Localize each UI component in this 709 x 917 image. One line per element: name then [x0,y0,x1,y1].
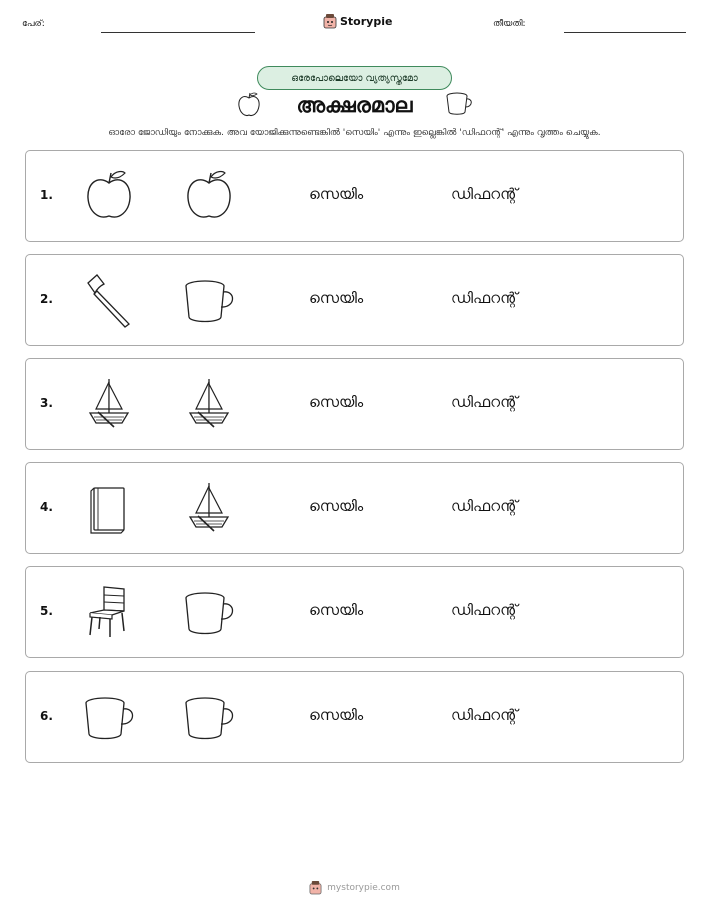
footer [0,880,709,895]
question-number: 5. [40,604,53,618]
name-label: പേര്: [22,19,45,29]
storypie-mascot-icon [323,13,337,29]
cup-icon [445,91,475,117]
cup-icon [180,271,238,329]
cup-icon [80,688,138,746]
same-option[interactable]: സെയിം [309,185,364,203]
same-option[interactable]: സെയിം [309,393,364,411]
different-option[interactable]: ഡിഫറന്റ് [451,393,518,411]
page-title: അക്ഷരമാല [296,93,413,117]
same-option[interactable]: സെയിം [309,601,364,619]
question-number: 3. [40,396,53,410]
book-icon [80,479,138,537]
question-row-1 [25,150,684,242]
question-row-2 [25,254,684,346]
different-option[interactable]: ഡിഫറന്റ് [451,601,518,619]
question-row-4 [25,462,684,554]
question-row-6 [25,671,684,763]
date-line[interactable] [564,32,686,33]
brand-logo [323,13,392,29]
sailboat-icon [180,479,238,537]
cup-icon [180,688,238,746]
same-option[interactable]: സെയിം [309,289,364,307]
same-option[interactable]: സെയിം [309,497,364,515]
footer-site[interactable]: mystorypie.com [327,882,400,893]
question-number: 1. [40,188,53,202]
date-label: തീയതി: [493,19,526,29]
question-number: 4. [40,500,53,514]
question-row-5 [25,566,684,658]
worksheet-badge: ഒരേപോലെയോ വ്യത്യസ്തമോ [257,66,452,90]
question-number: 2. [40,292,53,306]
instructions: ഓരോ ജോഡിയും നോക്കുക. അവ യോജിക്കുന്നുണ്ടെങ്കിൽ 'സെയിം' എന്നും ഇല്ലെങ്കിൽ 'ഡിഫറന്റ്' എന്നും വൃത്തം ചെയ്യുക. [108,128,601,138]
question-number: 6. [40,709,53,723]
apple-icon [180,167,238,225]
different-option[interactable]: ഡിഫറന്റ് [451,185,518,203]
question-row-3 [25,358,684,450]
different-option[interactable]: ഡിഫറന്റ് [451,497,518,515]
brand-name: Storypie [340,14,393,28]
different-option[interactable]: ഡിഫറന്റ് [451,706,518,724]
sailboat-icon [180,375,238,433]
same-option[interactable]: സെയിം [309,706,364,724]
axe-icon [80,271,138,329]
sailboat-icon [80,375,138,433]
chair-icon [80,583,138,641]
different-option[interactable]: ഡിഫറന്റ് [451,289,518,307]
storypie-mascot-icon [309,880,322,895]
name-line[interactable] [101,32,255,33]
apple-icon [80,167,138,225]
cup-icon [180,583,238,641]
